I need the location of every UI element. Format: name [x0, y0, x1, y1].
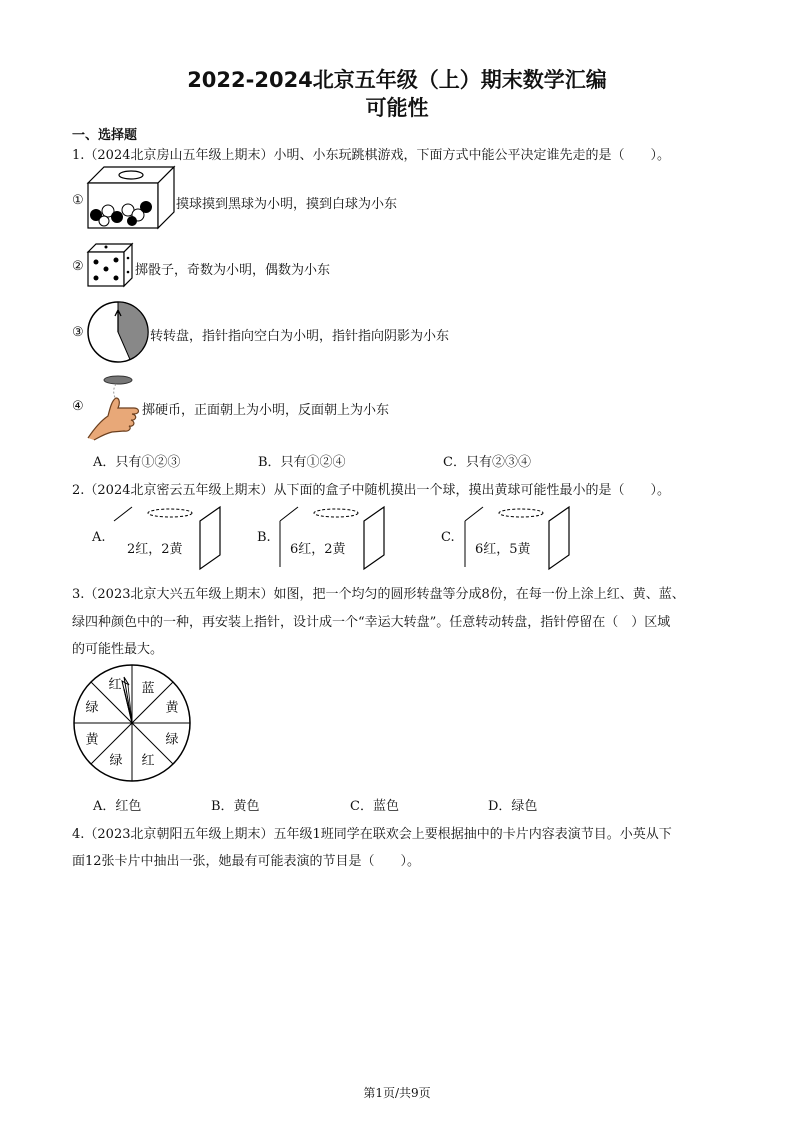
question-3-stem-line1: 3.（2023北京大兴五年级上期末）如图，把一个均匀的圆形转盘等分成8份，在每一份上涂上红、黄、蓝、 [72, 587, 685, 602]
q1-option-b: B．只有①②④ [258, 455, 346, 470]
wheel-label-5: 绿 [109, 753, 123, 769]
section-heading: 一、选择题 [72, 128, 138, 143]
question-3-stem-line2: 绿四种颜色中的一种，再安装上指针，设计成一个“幸运大转盘”。任意转动转盘，指针停留在（ ）区域 [72, 615, 671, 630]
ball-box-icon [86, 165, 176, 230]
q1-item-3-number: ③ [72, 325, 84, 340]
q1-item-2-text: 掷骰子，奇数为小明，偶数为小东 [135, 263, 331, 278]
ball-box-icon [463, 503, 575, 571]
q1-item-1-text: 摸球摸到黑球为小明，摸到白球为小东 [176, 197, 398, 212]
wheel-label-2: 黄 [165, 700, 179, 716]
wheel-label-6: 黄 [85, 732, 99, 748]
dice-icon [86, 242, 134, 288]
q1-item-2-number: ② [72, 259, 84, 274]
q1-item-4-number: ④ [72, 399, 84, 414]
wheel-label-1: 蓝 [141, 681, 155, 697]
page-subtitle: 可能性 [365, 96, 429, 120]
q3-option-a: A．红色 [93, 799, 142, 814]
question-1-stem: 1.（2024北京房山五年级上期末）小明、小东玩跳棋游戏，下面方式中能公平决定谁先走的是（ ）。 [72, 148, 670, 163]
q3-option-d: D．绿色 [488, 799, 538, 814]
lucky-wheel [72, 663, 192, 783]
wheel-label-4: 红 [141, 753, 155, 769]
ball-box-icon [112, 503, 224, 571]
q2-box-a-letter: A. [92, 530, 106, 545]
q1-item-4-text: 掷硬币，正面朝上为小明，反面朝上为小东 [142, 403, 390, 418]
question-4-stem-line1: 4.（2023北京朝阳五年级上期末）五年级1班同学在联欢会上要根据抽中的卡片内容表演节目。小英从下 [72, 827, 672, 842]
wheel-label-8: 红 [108, 677, 122, 693]
coin-flip-icon [86, 372, 142, 440]
q1-option-c: C．只有②③④ [443, 455, 531, 470]
ball-box-icon [278, 503, 390, 571]
q2-box-b-text: 6红，2黄 [290, 542, 346, 557]
wheel-label-7: 绿 [85, 700, 99, 716]
q1-item-3-text: 转转盘，指针指向空白为小明，指针指向阴影为小东 [150, 329, 450, 344]
q2-box-a-text: 2红，2黄 [127, 542, 183, 557]
page-title: 2022-2024北京五年级（上）期末数学汇编 [187, 68, 607, 92]
page-number: 第1页/共9页 [363, 1086, 431, 1100]
q3-option-b: B．黄色 [211, 799, 260, 814]
q2-box-c-letter: C. [441, 530, 455, 545]
q2-box-c-text: 6红，5黄 [475, 542, 531, 557]
spinner-icon [86, 300, 150, 364]
wheel-label-3: 绿 [165, 732, 179, 748]
question-2-stem: 2.（2024北京密云五年级上期末）从下面的盒子中随机摸出一个球，摸出黄球可能性最小的是（ ）。 [72, 483, 670, 498]
q3-option-c: C．蓝色 [350, 799, 399, 814]
q2-box-b-letter: B. [257, 530, 271, 545]
q1-item-1-number: ① [72, 193, 84, 208]
question-3-stem-line3: 的可能性最大。 [72, 642, 164, 657]
question-4-stem-line2: 面12张卡片中抽出一张，她最有可能表演的节目是（ ）。 [72, 854, 421, 869]
q1-option-a: A．只有①②③ [93, 455, 181, 470]
